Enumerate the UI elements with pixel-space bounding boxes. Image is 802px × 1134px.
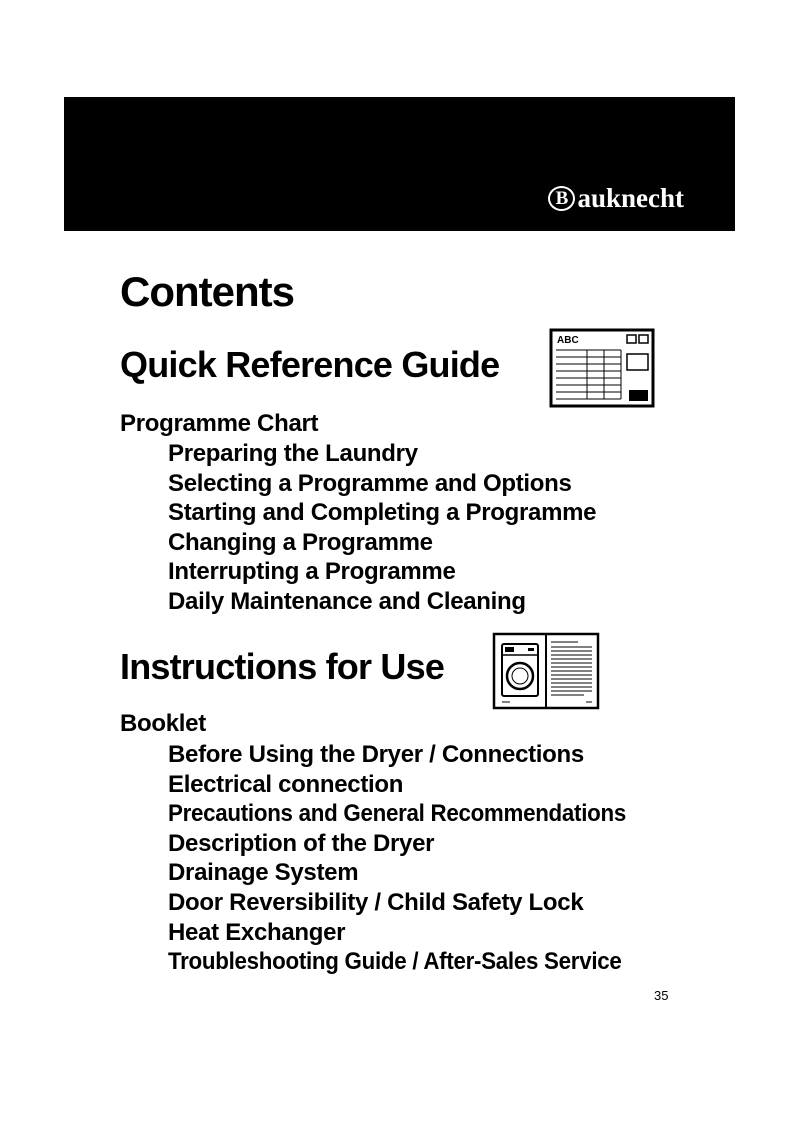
toc-item-interrupting-programme: Interrupting a Programme [168,558,456,586]
chart-icon-label: ABC [557,335,579,346]
toc-item-changing-programme: Changing a Programme [168,528,433,556]
programme-chart-icon [549,328,655,408]
bauknecht-logo [548,183,684,214]
toc-item-starting-completing: Starting and Completing a Programme [168,499,597,527]
logo-initial: B [548,186,575,211]
toc-item-selecting-programme: Selecting a Programme and Options [168,469,572,497]
subheading-booklet: Booklet [120,710,206,737]
toc-item-description-of-dryer: Description of the Dryer [168,829,435,857]
toc-item-preparing-laundry: Preparing the Laundry [168,440,418,467]
page-number: 35 [654,988,669,1003]
page-title: Contents [120,268,294,315]
section-heading-instructions-for-use: Instructions for Use [120,646,445,687]
toc-item-door-reversibility: Door Reversibility / Child Safety Lock [168,888,584,916]
section-heading-quick-reference-guide: Quick Reference Guide [120,344,500,385]
toc-item-heat-exchanger: Heat Exchanger [168,918,346,946]
quick-reference-list [168,439,596,617]
booklet-list [168,740,660,977]
chart-icon-badge [629,390,648,401]
toc-item-daily-maintenance: Daily Maintenance and Cleaning [168,587,526,615]
subheading-programme-chart: Programme Chart [120,410,319,437]
toc-item-drainage-system: Drainage System [168,859,359,887]
toc-item-electrical-connection: Electrical connection [168,770,404,798]
booklet-icon [492,630,600,712]
logo-wordmark: auknecht [577,183,684,213]
toc-item-before-using-dryer: Before Using the Dryer / Connections [168,741,584,768]
toc-item-troubleshooting-guide: Troubleshooting Guide / After-Sales Service [168,948,622,976]
header-banner [64,97,735,231]
toc-item-precautions: Precautions and General Recommendations [168,800,626,828]
